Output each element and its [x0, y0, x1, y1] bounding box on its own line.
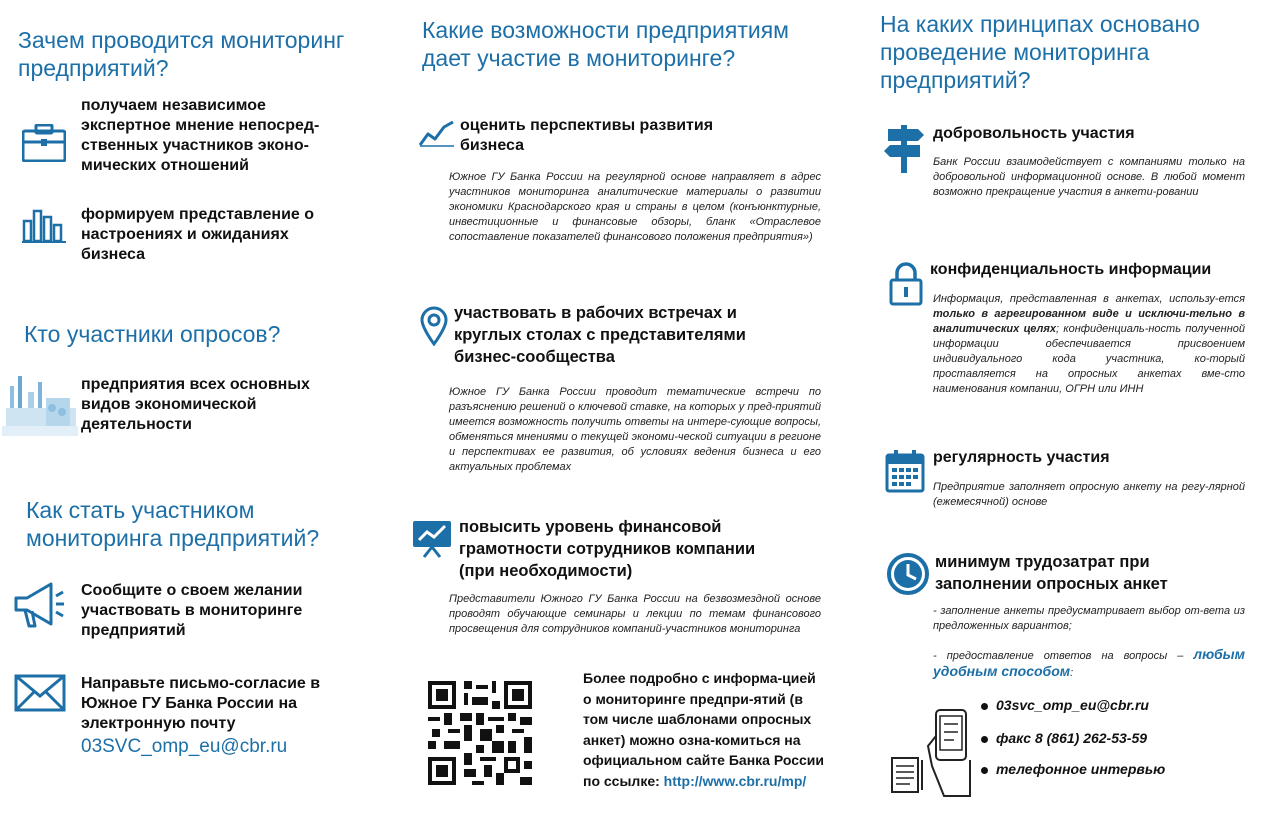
item-all-activities: предприятия всех основных видов экономической деятельности: [81, 376, 310, 433]
factory-icon: [2, 368, 78, 438]
clock-icon: [886, 552, 930, 596]
more-info-text: [583, 668, 828, 791]
confidential-text-c: ; конфиденциаль-ность полученной информации обеспечивается присвоением индивидуального кода участника, ко-торый проставляется на опросных анкетах вме-сто наименования компании, ОГРН или ИНН: [933, 323, 1245, 395]
confidential-text-a: Информация, представленная в анкетах, использу-ется: [933, 293, 1245, 305]
opportunity-literacy-text: Представители Южного ГУ Банка России на безвозмездной основе проводят обучающие семинары и лекции по темам финансового просвещения для сотрудников компаний-участников мониторинга: [449, 593, 821, 635]
more-info-body: Более подробно с информа-цией о мониторинге предпри-ятий (в том числе шаблонами опросных анкет) можно озна-комиться на официальном сайте Банка России по ссылке:: [583, 670, 824, 789]
bar-chart-icon: [22, 207, 66, 243]
principle-minimum-effort-title: минимум трудозатрат при заполнении опросных анкет: [935, 553, 1168, 593]
location-pin-icon: [420, 306, 448, 346]
heading-how-to-join: Как стать участником мониторинга предприятий?: [26, 497, 320, 551]
any-way-a: - предоставление ответов на вопросы –: [933, 650, 1194, 662]
any-way-c: :: [1070, 667, 1074, 679]
opportunity-prospects-title: оценить перспективы развития бизнеса: [460, 117, 714, 154]
bullet-dot: [981, 736, 988, 743]
megaphone-icon: [13, 580, 65, 630]
bullet-dot: [981, 767, 988, 774]
principle-voluntary-title: добровольность участия: [933, 125, 1135, 142]
contact-fax: [981, 729, 1147, 747]
opportunity-literacy-title: повысить уровень финансовой грамотности сотрудников компании (при необходимости): [459, 518, 756, 580]
contact-email[interactable]: [981, 696, 1149, 714]
principle-regular-title: регулярность участия: [933, 449, 1110, 466]
contact-phone-interview: [981, 760, 1165, 778]
principle-regular-text: Предприятие заполняет опросную анкету на регу-лярной (ежемесячной) основе: [933, 481, 1245, 508]
opportunity-meetings-title: участвовать в рабочих встречах и круглых столах с представителями бизнес-сообщества: [454, 304, 746, 366]
lock-icon: [889, 262, 923, 306]
briefcase-icon: [22, 124, 66, 162]
calendar-icon: [885, 449, 925, 493]
contact-email-text: 03svc_omp_eu@cbr.ru: [996, 697, 1149, 713]
bullet-dot: [981, 703, 988, 710]
heading-principles: На каких принципах основано проведение мониторинга предприятий?: [880, 11, 1200, 93]
effort-note-choice: - заполнение анкеты предусматривает выбор от-вета из предложенных вариантов;: [933, 605, 1245, 632]
consent-email[interactable]: 03SVC_omp_eu@cbr.ru: [81, 736, 288, 757]
principle-confidential-title: конфиденциальность информации: [930, 261, 1212, 278]
contact-phone-interview-text: телефонное интервью: [996, 761, 1166, 777]
contact-fax-text: факс 8 (861) 262-53-59: [996, 730, 1148, 746]
step-declare-wish: Сообщите о своем желании участвовать в мониторинге предприятий: [81, 582, 303, 639]
effort-note-any-way: [933, 647, 1245, 681]
presentation-board-icon: [410, 518, 454, 558]
any-way-b: любым удобным способом: [933, 646, 1245, 679]
principle-confidential-text: [933, 292, 1245, 397]
trend-line-icon: [418, 118, 456, 148]
opportunity-prospects-text: Южное ГУ Банка России на регулярной основе направляет в адрес участников мониторинга аналитические материалы о развитии экономики Краснодарского края и страны в целом (конъюнктурные, инвестиционные и финансовые обзоры, бланк «Отраслевое сопоставление показателей финансового положения предприятия»): [449, 171, 821, 243]
heading-why-monitoring: Зачем проводится мониторинг предприятий?: [18, 27, 345, 81]
qr-code-icon[interactable]: [428, 681, 532, 785]
envelope-icon: [14, 674, 66, 712]
step-send-consent: Направьте письмо-согласие в Южное ГУ Банка России на электронную почту: [81, 675, 321, 732]
heading-who-participates: Кто участники опросов?: [24, 321, 281, 347]
confidential-text-b: только в агрегированном виде и исключи-тельно в аналитических целях: [933, 308, 1245, 335]
cbr-mp-link[interactable]: http://www.cbr.ru/mp/: [663, 772, 807, 789]
item-business-expectations: формируем представление о настроениях и ожиданиях бизнеса: [81, 206, 315, 263]
signpost-icon: [882, 123, 926, 175]
item-expert-opinion: получаем независимое экспертное мнение непосред-ственных участников эконо-мических отношений: [81, 97, 320, 174]
heading-opportunities: Какие возможности предприятиям дает участие в мониторинге?: [422, 17, 789, 71]
phone-hand-icon: [890, 706, 974, 802]
opportunity-meetings-text: Южное ГУ Банка России проводит тематические встречи по разъяснению решений о ключевой ставке, на которых у пред-приятий имеется возможность получить ответы на интере-сующие вопросы, обменяться мнениями о текущей экономи-ческой ситуации в регионе и перспективах ее развития, об условиях ведения бизнеса и его актуальных проблемах: [449, 386, 821, 473]
principle-voluntary-text: Банк России взаимодействует с компаниями только на добровольной информационной основе. В любой момент возможно прекращение участия в анкети-ровании: [933, 156, 1245, 198]
